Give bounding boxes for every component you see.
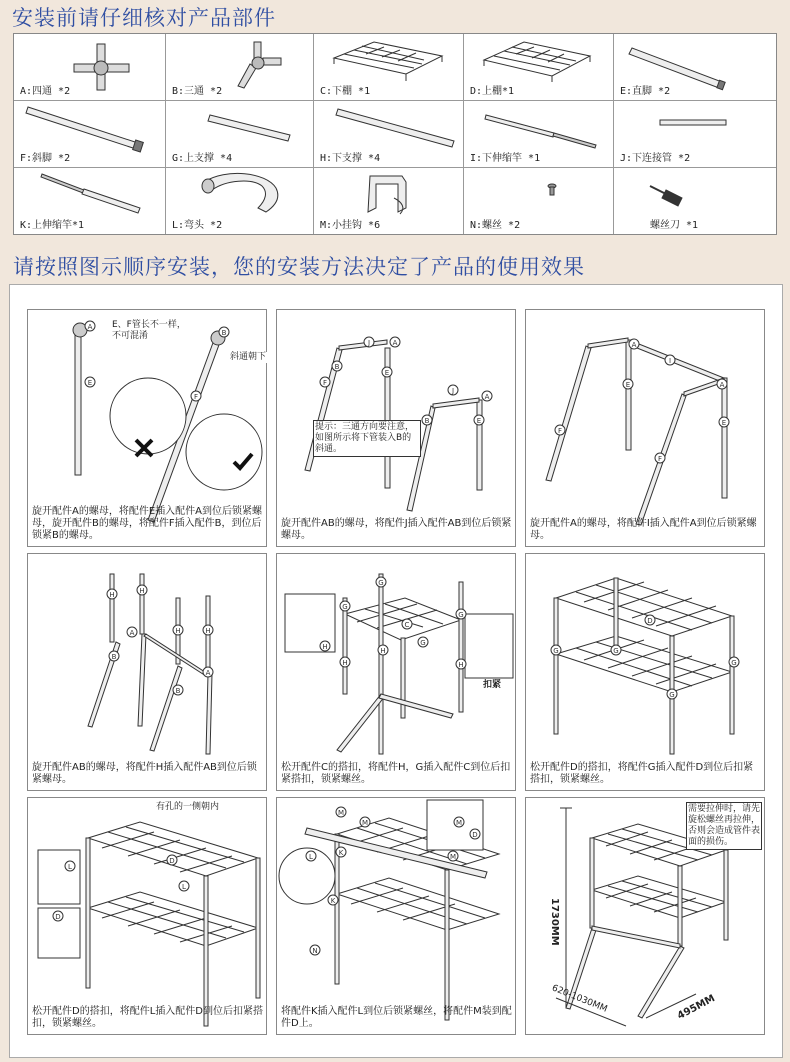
svg-text:D: D	[169, 857, 175, 865]
svg-text:F: F	[322, 379, 328, 387]
svg-text:G: G	[613, 647, 619, 655]
step-5-note-clasp: 扣紧	[483, 680, 502, 690]
part-label: L:弯头 *2	[172, 220, 223, 231]
step-7-note-hole-inward: 有孔的一侧朝内	[156, 802, 220, 812]
part-cell-b	[166, 34, 314, 101]
svg-text:A: A	[484, 393, 490, 401]
step-8-caption: 将配件K插入配件L到位后锁紧螺丝，将配件M装到配件D上。	[281, 1006, 512, 1029]
part-cell-g	[166, 101, 314, 168]
step-1-note-pipe-length: E、F管长不一样，不可混淆	[112, 320, 192, 342]
svg-text:K: K	[330, 897, 336, 905]
part-label: G:上支撑 *4	[172, 153, 233, 164]
step-3-diagram	[526, 310, 766, 548]
step-7-caption: 松开配件D的搭扣，将配件L插入配件D到位后扣紧搭扣，锁紧螺丝。	[32, 1006, 263, 1029]
svg-text:M: M	[361, 819, 369, 827]
svg-text:G: G	[669, 691, 675, 699]
step-9	[525, 797, 765, 1035]
svg-text:H: H	[109, 591, 115, 599]
svg-text:B: B	[175, 687, 181, 695]
parts-title: 安装前请仔细核对产品部件	[12, 6, 276, 30]
dimension-height: 1730MM	[549, 898, 560, 946]
part-label: K:上伸缩竿*1	[20, 220, 85, 231]
part-label: A:四通 *2	[20, 86, 71, 97]
step-8-diagram	[277, 798, 517, 1036]
svg-text:F: F	[557, 427, 563, 435]
svg-text:G: G	[458, 611, 464, 619]
svg-text:E: E	[87, 379, 93, 387]
svg-text:H: H	[342, 659, 348, 667]
svg-text:M: M	[449, 853, 457, 861]
svg-text:J: J	[451, 387, 455, 395]
part-cell-f	[14, 101, 166, 168]
part-label: 螺丝刀 *1	[650, 220, 699, 231]
svg-text:A: A	[87, 323, 93, 331]
svg-text:H: H	[380, 647, 386, 655]
step-4	[27, 553, 267, 791]
svg-text:C: C	[404, 621, 410, 629]
step-8	[276, 797, 516, 1035]
svg-text:M: M	[337, 809, 345, 817]
step-4-diagram	[28, 554, 268, 792]
step-9-note-extension: 需要拉伸时，请先旋松螺丝再拉伸，否则会造成管件表面的损伤。	[686, 802, 762, 850]
part-label: J:下连接管 *2	[620, 153, 691, 164]
svg-text:D: D	[472, 831, 478, 839]
part-cell-a	[14, 34, 166, 101]
svg-text:B: B	[111, 653, 117, 661]
svg-text:F: F	[657, 455, 663, 463]
step-6-caption: 松开配件D的搭扣，将配件G插入配件D到位后扣紧搭扣，锁紧螺丝。	[530, 762, 754, 785]
parts-table	[13, 33, 777, 235]
part-label: D:上棚*1	[470, 86, 515, 97]
svg-text:M: M	[455, 819, 463, 827]
part-cell-i	[464, 101, 614, 168]
svg-text:G: G	[420, 639, 426, 647]
step-5-diagram	[277, 554, 517, 792]
part-cell-e	[614, 34, 776, 101]
part-label: F:斜脚 *2	[20, 153, 71, 164]
part-cell-c	[314, 34, 464, 101]
svg-text:E: E	[476, 417, 482, 425]
svg-text:B: B	[424, 417, 430, 425]
step-2-caption: 旋开配件AB的螺母，将配件J插入配件AB到位后锁紧螺母。	[281, 518, 512, 541]
step-4-caption: 旋开配件AB的螺母，将配件H插入配件AB到位后锁紧螺母。	[32, 762, 257, 785]
svg-text:J: J	[367, 339, 371, 347]
steps-panel	[9, 284, 783, 1058]
step-7-diagram	[28, 798, 268, 1036]
step-5-caption: 松开配件C的搭扣，将配件H，G插入配件C到位后扣紧搭扣，锁紧螺丝。	[281, 762, 511, 785]
part-label: N:螺丝 *2	[470, 220, 521, 231]
svg-text:G: G	[342, 603, 348, 611]
part-label: B:三通 *2	[172, 86, 223, 97]
part-cell-d	[464, 34, 614, 101]
svg-text:H: H	[139, 587, 145, 595]
step-2	[276, 309, 516, 547]
svg-text:B: B	[334, 363, 340, 371]
svg-text:G: G	[378, 579, 384, 587]
svg-text:F: F	[193, 393, 199, 401]
svg-text:A: A	[719, 381, 725, 389]
steps-title: 请按照图示顺序安装，您的安装方法决定了产品的使用效果	[13, 255, 585, 279]
part-cell-k	[14, 168, 166, 234]
svg-text:N: N	[312, 947, 318, 955]
step-1-note-slant-down: 斜通朝下	[230, 352, 270, 363]
dimension-width-range: 620-1030MM	[550, 983, 609, 1015]
step-3	[525, 309, 765, 547]
svg-text:D: D	[647, 617, 653, 625]
part-cell-m	[314, 168, 464, 234]
part-cell-screwdriver	[614, 168, 776, 234]
svg-text:H: H	[175, 627, 181, 635]
svg-text:H: H	[322, 643, 328, 651]
svg-text:H: H	[205, 627, 211, 635]
svg-text:H: H	[458, 661, 464, 669]
step-3-caption: 旋开配件A的螺母，将配件I插入配件A到位后锁紧螺母。	[530, 518, 757, 541]
svg-text:G: G	[731, 659, 737, 667]
svg-text:K: K	[338, 849, 344, 857]
step-6	[525, 553, 765, 791]
part-cell-h	[314, 101, 464, 168]
part-label: E:直脚 *2	[620, 86, 671, 97]
part-cell-j	[614, 101, 776, 168]
svg-text:A: A	[631, 341, 637, 349]
step-7	[27, 797, 267, 1035]
svg-text:E: E	[384, 369, 390, 377]
part-cell-n	[464, 168, 614, 234]
step-5	[276, 553, 516, 791]
svg-text:D: D	[55, 913, 61, 921]
step-1	[27, 309, 267, 547]
part-label: C:下棚 *1	[320, 86, 371, 97]
svg-text:L: L	[68, 863, 72, 871]
step-1-caption: 旋开配件A的螺母，将配件E插入配件A到位后锁紧螺母，旋开配件B的螺母，将配件F插入配件B，到位后锁紧B的螺母。	[32, 506, 262, 541]
svg-text:I: I	[668, 357, 672, 365]
svg-text:E: E	[721, 419, 727, 427]
dimension-depth: 495MM	[675, 993, 717, 1022]
part-label: H:下支撑 *4	[320, 153, 381, 164]
svg-text:A: A	[392, 339, 398, 347]
step-2-tip: 提示：三通方向要注意，如图所示将下管装入B的斜通。	[313, 420, 421, 457]
step-6-diagram	[526, 554, 766, 792]
svg-text:A: A	[205, 669, 211, 677]
part-cell-l	[166, 168, 314, 234]
svg-text:B: B	[221, 329, 227, 337]
svg-text:E: E	[625, 381, 631, 389]
svg-text:A: A	[129, 629, 135, 637]
part-label: M:小挂钩 *6	[320, 220, 381, 231]
svg-text:L: L	[182, 883, 186, 891]
svg-text:L: L	[309, 853, 313, 861]
svg-text:G: G	[553, 647, 559, 655]
part-label: I:下伸缩竿 *1	[470, 153, 541, 164]
